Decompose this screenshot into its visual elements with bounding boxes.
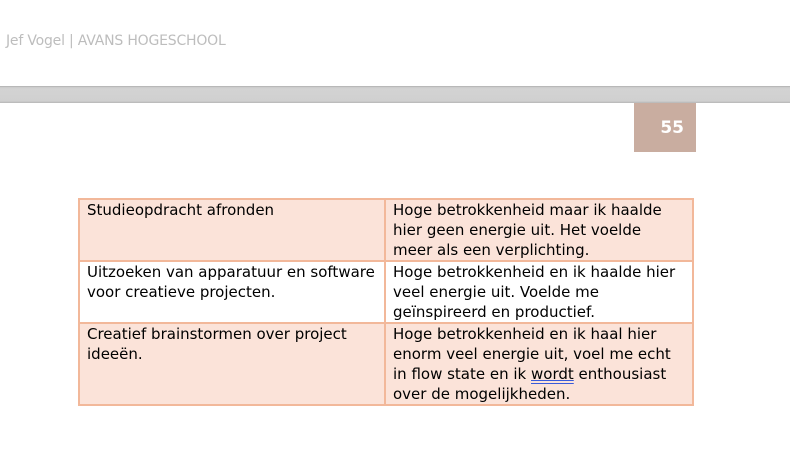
reflection-text: Hoge betrokkenheid en ik haalde hier veel energie uit. Voelde me geïnspireerd en productief. — [393, 263, 676, 321]
table-cell-reflection[interactable] — [385, 323, 693, 405]
table-cell-activity[interactable] — [79, 323, 385, 405]
activity-text: Uitzoeken van apparatuur en software voor creatieve projecten. — [87, 263, 375, 301]
reflection-text: Hoge betrokkenheid maar ik haalde hier geen energie uit. Het voelde meer als een verplichting. — [393, 201, 662, 259]
reflection-text-before: Hoge betrokkenheid en ik haal hier enorm veel energie uit, voel me echt in flow state en ik — [393, 325, 671, 383]
table-row — [79, 261, 693, 323]
table-cell-activity[interactable] — [79, 261, 385, 323]
table-row — [79, 199, 693, 261]
spellcheck-flagged-word[interactable]: wordt — [531, 365, 574, 383]
activity-text: Creatief brainstormen over project ideeën. — [87, 325, 347, 363]
table-row — [79, 323, 693, 405]
table-cell-reflection[interactable] — [385, 199, 693, 261]
table-cell-reflection[interactable] — [385, 261, 693, 323]
activity-text: Studieopdracht afronden — [87, 201, 275, 219]
table-cell-activity[interactable] — [79, 199, 385, 261]
page-footer-text: Jef Vogel | AVANS HOGESCHOOL — [6, 33, 226, 49]
reflection-text-after: enthousiast over de mogelijkheden. — [393, 365, 667, 403]
page-number-badge: 55 — [634, 103, 696, 152]
activity-table — [78, 198, 694, 406]
page-break-separator — [0, 86, 790, 103]
